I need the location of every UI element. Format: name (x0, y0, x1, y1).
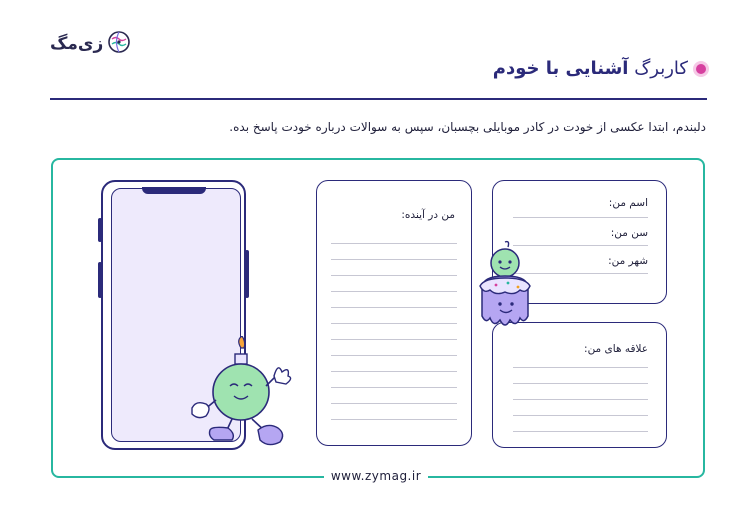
title-bullet-icon (696, 64, 706, 74)
name-label: اسم من: (608, 197, 648, 209)
phone-side-button (98, 218, 102, 242)
header-divider (50, 98, 707, 100)
age-label: سن من: (610, 227, 648, 239)
bomb-character-icon (186, 336, 298, 454)
instruction-text: دلبندم، ابتدا عکسی از خودت در کادر موبایلی بچسبان، سپس به سوالات درباره خودت پاسخ بده. (229, 120, 706, 134)
page-header (493, 58, 706, 79)
phone-side-button (98, 262, 102, 298)
globe-logo-icon (107, 30, 131, 58)
city-label: شهر من: (608, 255, 648, 267)
future-label: من در آینده: (401, 209, 455, 221)
title-bold: آشنایی با خودم (492, 58, 629, 79)
brand-logo (50, 30, 131, 58)
name-answer-line (513, 217, 648, 218)
interests-label: علاقه های من: (584, 343, 648, 355)
future-card (316, 180, 472, 446)
phone-side-button (245, 250, 249, 298)
footer-url: www.zymag.ir (324, 469, 428, 483)
cupcake-character-icon (474, 238, 536, 336)
page-title (493, 58, 688, 79)
interests-card (492, 322, 667, 448)
phone-notch (142, 187, 206, 194)
title-regular: کاربرگ (634, 58, 688, 79)
logo-text: زی‌مگ (50, 34, 104, 54)
